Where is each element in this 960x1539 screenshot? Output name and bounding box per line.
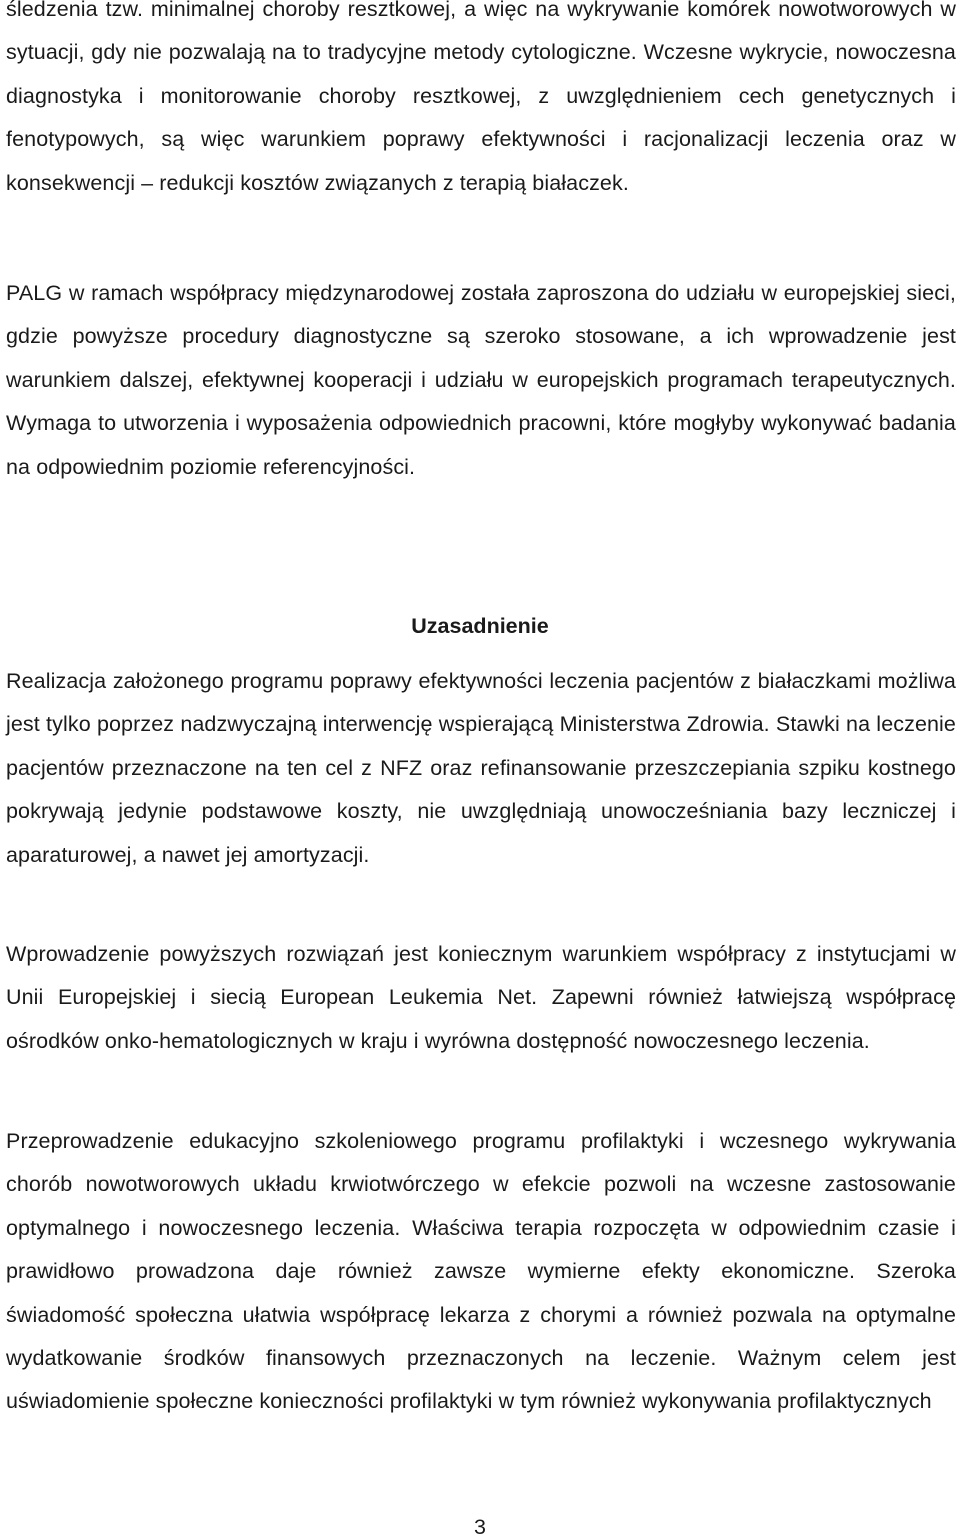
paragraph-palg bbox=[6, 272, 956, 489]
paragraph-continued bbox=[6, 0, 956, 205]
paragraph-text: śledzenia tzw. minimalnej choroby resztkowej, a więc na wykrywanie komórek nowotworowych w sytuacji, gdy nie pozwalają na to tradycyjne metody cytologiczne. Wczesne wykrycie, nowoczesna diagnostyka i monitorowanie choroby resztkowej, z uwzględnieniem cech genetycznych i fenotypowych, są więc warunkiem poprawy efektywności i racjonalizacji leczenia oraz w konsekwencji – redukcji kosztów związanych z terapią białaczek. bbox=[6, 0, 956, 195]
paragraph-eu-cooperation bbox=[6, 933, 956, 1063]
paragraph-text: Realizacja założonego programu poprawy efektywności leczenia pacjentów z białaczkami możliwa jest tylko poprzez nadzwyczajną interwencję wspierającą Ministerstwa Zdrowia. Stawki na leczenie pacjentów przeznaczone na ten cel z NFZ oraz refinansowanie przeszczepiania szpiku kostnego pokrywają jedynie podstawowe koszty, nie uwzględniają unowocześniania bazy leczniczej i aparaturowej, a nawet jej amortyzacji. bbox=[6, 669, 956, 867]
page-number: 3 bbox=[474, 1515, 486, 1539]
paragraph-education bbox=[6, 1120, 956, 1424]
paragraph-justification bbox=[6, 660, 956, 877]
paragraph-text: Wprowadzenie powyższych rozwiązań jest koniecznym warunkiem współpracy z instytucjami w Unii Europejskiej i siecią European Leukemia Net. Zapewni również łatwiejszą współpracę ośrodków onko-hematologicznych w kraju i wyrówna dostępność nowoczesnego leczenia. bbox=[6, 942, 956, 1053]
paragraph-text: PALG w ramach współpracy międzynarodowej została zaproszona do udziału w europejskiej sieci, gdzie powyższe procedury diagnostyczne są szeroko stosowane, a ich wprowadzenie jest warunkiem dalszej, efektywnej kooperacji i udziału w europejskich programach terapeutycznych. Wymaga to utworzenia i wyposażenia odpowiednich pracowni, które mogłyby wykonywać badania na odpowiednim poziomie referencyjności. bbox=[6, 281, 956, 479]
paragraph-text: Przeprowadzenie edukacyjno szkoleniowego programu profilaktyki i wczesnego wykrywania chorób nowotworowych układu krwiotwórczego w efekcie pozwoli na wczesne zastosowanie optymalnego i nowoczesnego leczenia. Właściwa terapia rozpoczęta w odpowiednim czasie i prawidłowo prowadzona daje również zawsze wymierne efekty ekonomiczne. Szeroka świadomość społeczna ułatwia współpracę lekarza z chorymi a również pozwala na optymalne wydatkowanie środków finansowych przeznaczonych na leczenie. Ważnym celem jest uświadomienie społeczne konieczności profilaktyki w tym również wykonywania profilaktycznych bbox=[6, 1129, 956, 1414]
section-heading: Uzasadnienie bbox=[411, 614, 549, 638]
